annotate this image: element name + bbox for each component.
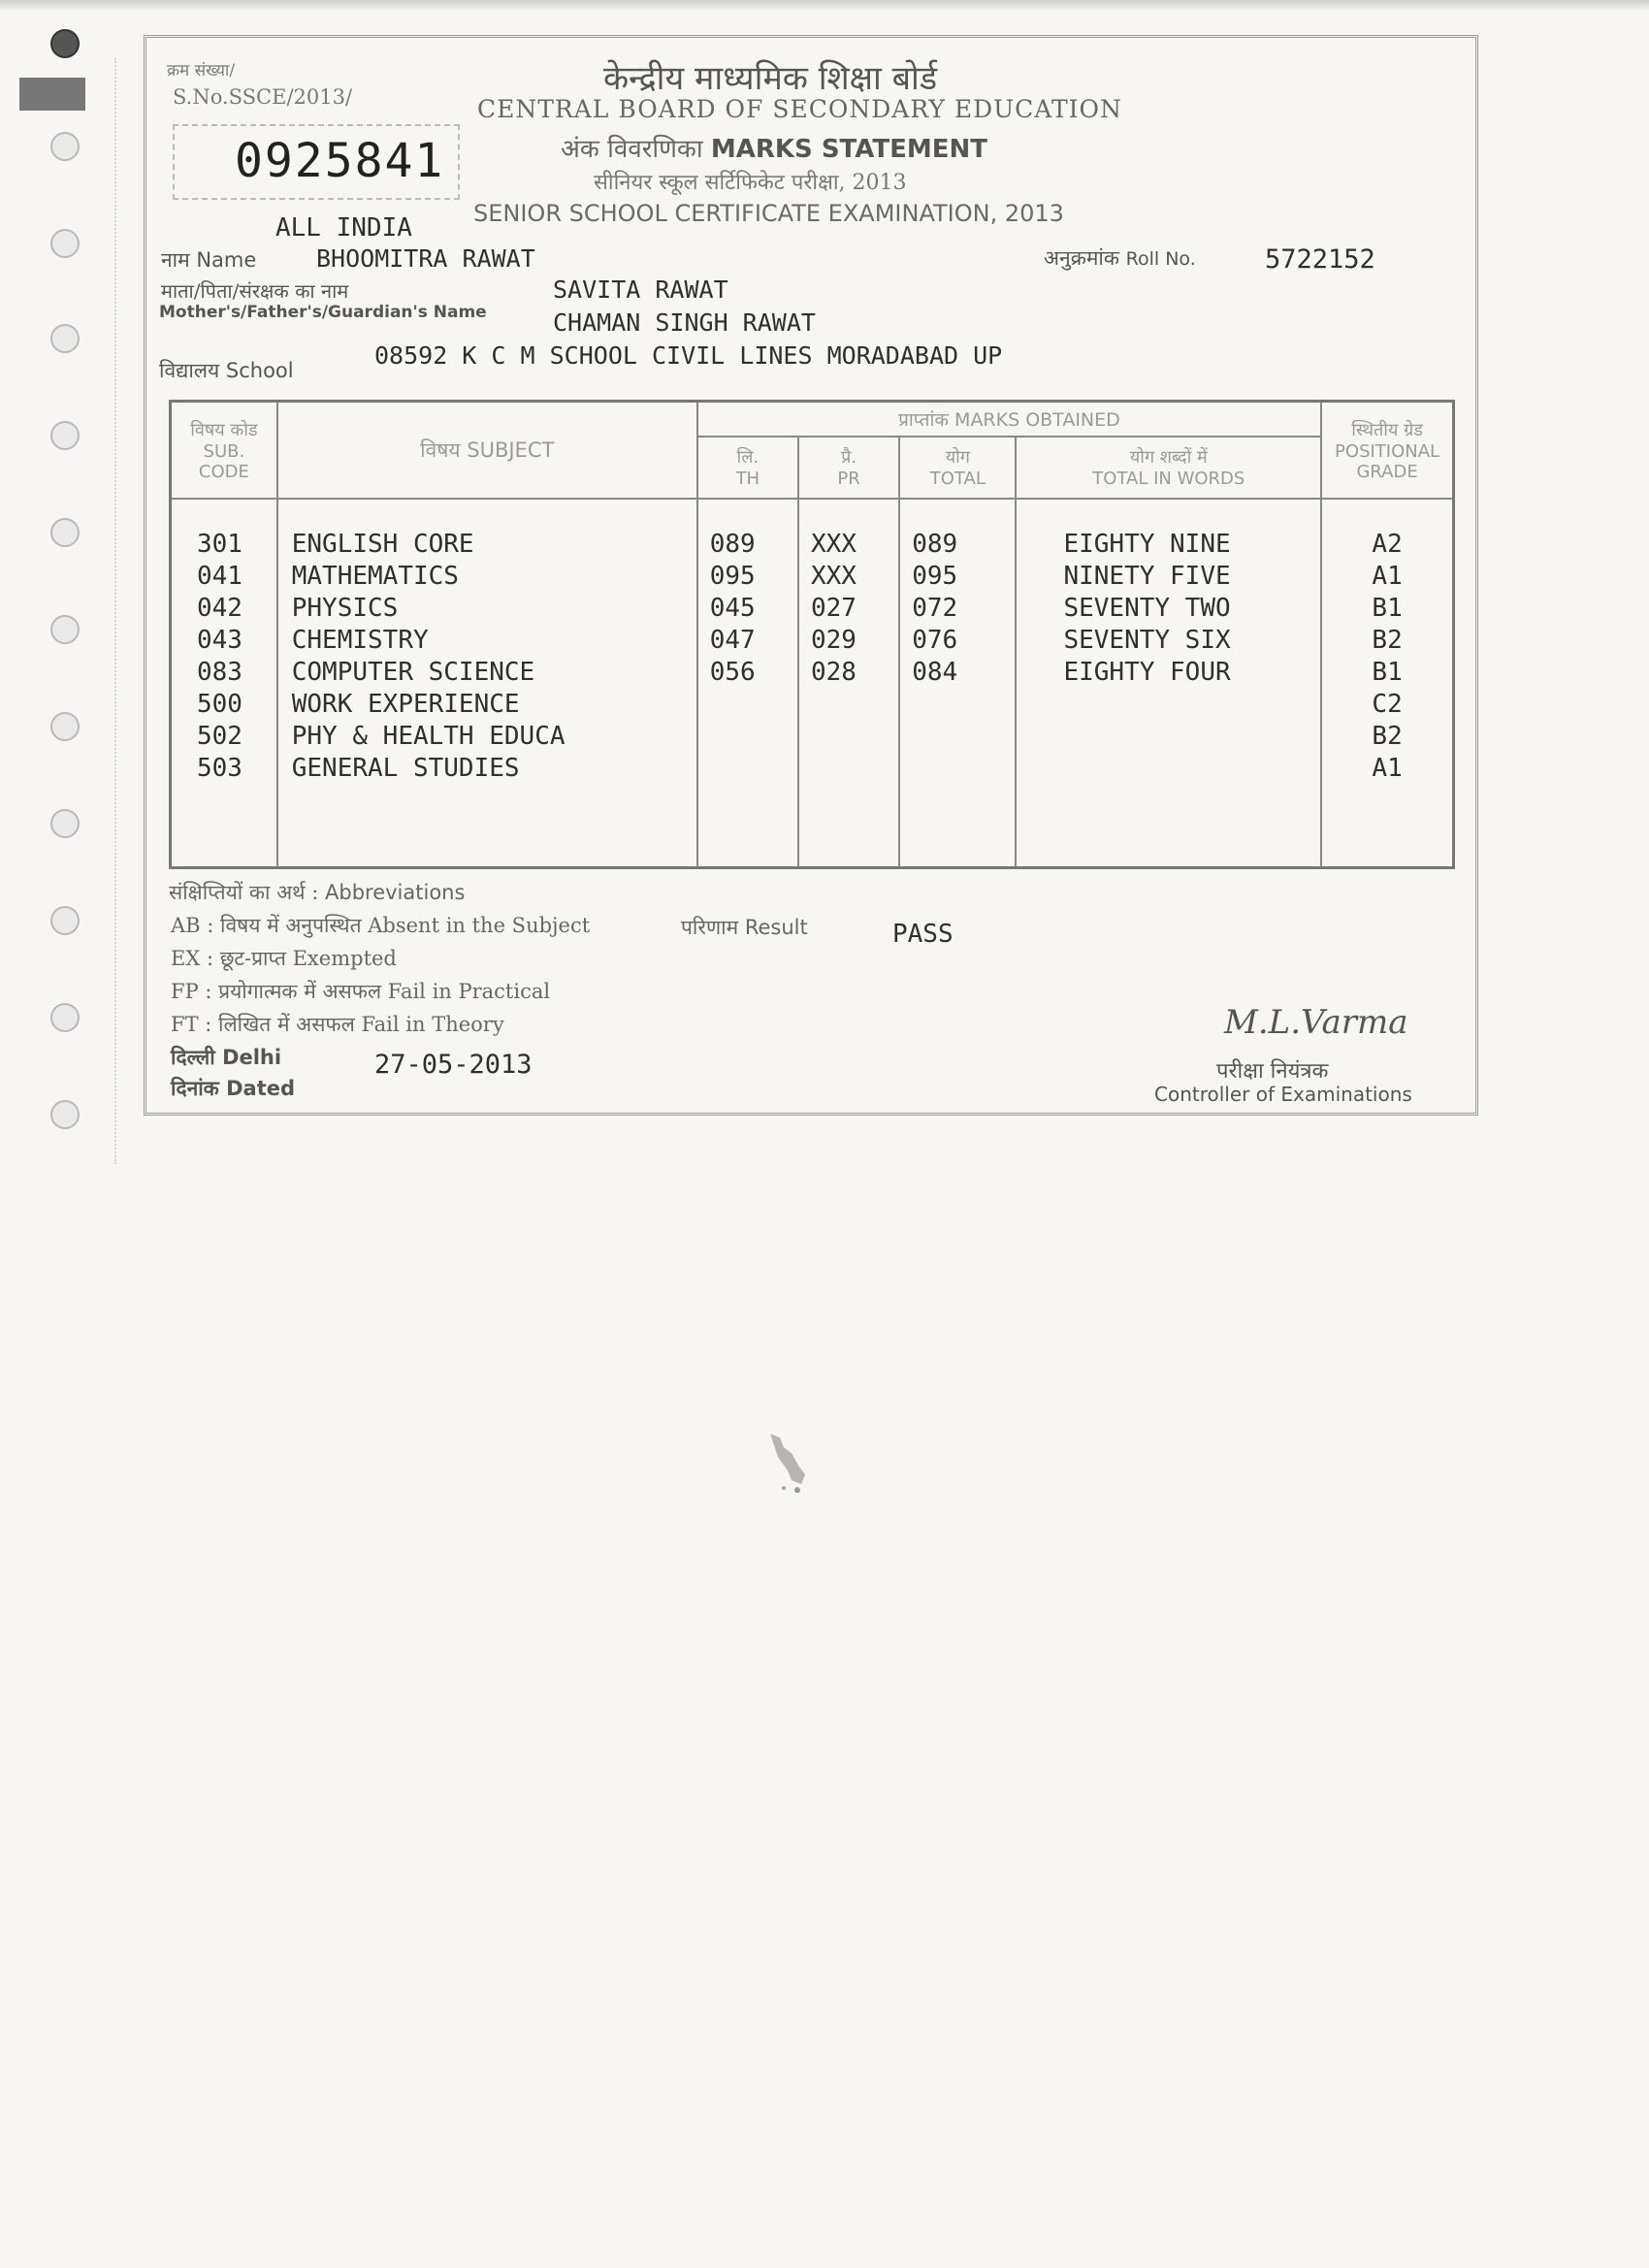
table-cell-subject: PHYSICS <box>291 593 399 623</box>
punch-hole <box>50 29 80 58</box>
table-cell-th: 045 <box>709 593 756 623</box>
punch-hole <box>50 906 80 935</box>
statement-en: MARKS STATEMENT <box>710 135 988 164</box>
candidate-name: BHOOMITRA RAWAT <box>316 244 535 273</box>
roll-number: 5722152 <box>1265 244 1375 275</box>
table-cell-subject: COMPUTER SCIENCE <box>291 657 535 687</box>
grades-column <box>1321 499 1453 868</box>
roll-label <box>1044 244 1196 272</box>
table-cell-grade: C2 <box>1372 689 1403 719</box>
table-cell-words: EIGHTY NINE <box>1063 529 1231 559</box>
subjects-column <box>277 499 697 868</box>
table-cell-pr: 029 <box>810 625 857 655</box>
table-cell-pr: 028 <box>810 657 857 687</box>
name-label-en: Name <box>196 248 257 272</box>
punch-hole <box>50 132 80 161</box>
table-cell-total: 072 <box>912 593 958 623</box>
father-name: CHAMAN SINGH RAWAT <box>553 308 816 337</box>
school-label <box>159 357 294 384</box>
marks-statement-title <box>561 130 987 165</box>
controller-title-en: Controller of Examinations <box>1154 1083 1412 1106</box>
table-cell-grade: A2 <box>1372 529 1403 559</box>
header-pr-hi: प्रै. <box>841 447 857 468</box>
place-hi: दिल्ली <box>171 1045 215 1069</box>
header-grade-en1: POSITIONAL <box>1335 440 1440 462</box>
header-total-in-words <box>1016 437 1321 499</box>
abbr-title-en: Abbreviations <box>325 881 466 904</box>
header-total-en: TOTAL <box>929 469 986 489</box>
parents-label-en: Mother's/Father's/Guardian's Name <box>159 303 487 322</box>
roll-label-hi: अनुक्रमांक <box>1044 246 1119 270</box>
table-cell-code: 043 <box>197 625 242 655</box>
table-cell-pr: XXX <box>810 561 857 591</box>
table-cell-code: 502 <box>197 721 242 751</box>
header-th <box>697 437 798 499</box>
serial-label-hi: क्रम संख्या/ <box>167 61 236 81</box>
header-pr <box>798 437 899 499</box>
board-name-hi: केन्द्रीय माध्यमिक शिक्षा बोर्ड <box>603 59 938 98</box>
header-th-hi: लि. <box>736 447 760 468</box>
result-label-hi: परिणाम <box>681 916 739 939</box>
perforation-line <box>114 58 116 1164</box>
table-cell-total: 095 <box>912 561 958 591</box>
dated-hi: दिनांक <box>171 1076 219 1100</box>
total-column <box>899 499 1016 868</box>
header-positional-grade <box>1321 402 1453 499</box>
punch-hole <box>50 809 80 838</box>
abbr-fail-practical: FP : प्रयोगात्मक में असफल Fail in Practical <box>171 980 551 1003</box>
words-column <box>1016 499 1321 868</box>
table-cell-words: EIGHTY FOUR <box>1063 657 1231 687</box>
header-th-en: TH <box>735 469 760 489</box>
header-subject: विषय SUBJECT <box>277 402 697 499</box>
punch-holes <box>39 29 87 1145</box>
table-cell-code: 083 <box>197 657 242 687</box>
table-cell-subject: WORK EXPERIENCE <box>291 689 520 719</box>
issue-date: 27-05-2013 <box>374 1050 533 1080</box>
abbreviations-title <box>169 879 465 906</box>
page-top-edge <box>0 0 1649 12</box>
table-cell-th: 056 <box>709 657 756 687</box>
header-grade-en2: GRADE <box>1356 461 1418 482</box>
table-cell-subject: MATHEMATICS <box>291 561 459 591</box>
table-cell-grade: A1 <box>1372 561 1403 591</box>
table-cell-grade: B2 <box>1372 721 1403 751</box>
abbr-title-hi: संक्षिप्तियों का अर्थ : <box>169 881 319 904</box>
table-cell-words: SEVENTY TWO <box>1063 593 1231 623</box>
table-cell-total: 089 <box>912 529 958 559</box>
exam-title-hi: सीनियर स्कूल सर्टिफिकेट परीक्षा, 2013 <box>594 171 907 195</box>
table-cell-th: 089 <box>709 529 756 559</box>
table-cell-code: 301 <box>197 529 242 559</box>
codes-column <box>171 499 277 868</box>
serial-label-en: S.No.SSCE/2013/ <box>173 85 353 109</box>
controller-title-hi: परीक्षा नियंत्रक <box>1216 1059 1329 1084</box>
table-cell-grade: B2 <box>1372 625 1403 655</box>
name-label <box>161 246 256 274</box>
table-cell-code: 503 <box>197 753 242 783</box>
result-label <box>681 914 808 941</box>
punch-hole <box>50 712 80 741</box>
punch-hole <box>50 1100 80 1129</box>
header-words-en: TOTAL IN WORDS <box>1092 469 1245 489</box>
punch-hole <box>50 229 80 258</box>
table-cell-grade: A1 <box>1372 753 1403 783</box>
table-cell-total: 084 <box>912 657 958 687</box>
binding-tab <box>19 78 85 111</box>
theory-column <box>697 499 798 868</box>
header-total <box>899 437 1016 499</box>
header-marks-obtained: प्राप्तांक MARKS OBTAINED <box>697 402 1321 437</box>
board-name-en: CENTRAL BOARD OF SECONDARY EDUCATION <box>477 95 1122 123</box>
abbr-fail-theory: FT : लिखित में असफल Fail in Theory <box>171 1013 504 1036</box>
marks-table <box>169 400 1455 869</box>
header-pr-en: PR <box>837 469 860 489</box>
serial-number: 0925841 <box>235 134 445 188</box>
name-label-hi: नाम <box>161 248 190 272</box>
place-label <box>171 1044 281 1071</box>
table-cell-words: NINETY FIVE <box>1063 561 1231 591</box>
table-cell-pr: XXX <box>810 529 857 559</box>
dated-en: Dated <box>226 1077 296 1100</box>
header-code-en1: SUB. <box>203 440 245 462</box>
header-words-hi: योग शब्दों में <box>1129 447 1208 468</box>
statement-hi: अंक विवरणिका <box>561 135 703 164</box>
punch-hole <box>50 1003 80 1032</box>
table-cell-th: 095 <box>709 561 756 591</box>
table-cell-total: 076 <box>912 625 958 655</box>
result-value: PASS <box>892 920 954 949</box>
punch-hole <box>50 421 80 450</box>
controller-signature: M.L.Varma <box>1224 1003 1408 1042</box>
header-code-en2: CODE <box>198 461 249 482</box>
table-cell-subject: PHY & HEALTH EDUCA <box>291 721 566 751</box>
dated-label <box>171 1075 295 1102</box>
table-cell-subject: CHEMISTRY <box>291 625 429 655</box>
header-total-hi: योग <box>945 447 970 468</box>
roll-label-en: Roll No. <box>1125 248 1196 270</box>
punch-hole <box>50 615 80 644</box>
table-cell-words: SEVENTY SIX <box>1063 625 1231 655</box>
result-label-en: Result <box>744 916 808 939</box>
punch-hole <box>50 518 80 547</box>
ink-smudge <box>762 1428 821 1500</box>
punch-hole <box>50 324 80 353</box>
header-sub-code <box>171 402 277 499</box>
exam-title-en: SENIOR SCHOOL CERTIFICATE EXAMINATION, 2013 <box>473 200 1064 227</box>
table-cell-code: 042 <box>197 593 242 623</box>
table-cell-grade: B1 <box>1372 657 1403 687</box>
mother-name: SAVITA RAWAT <box>553 275 728 304</box>
school-label-hi: विद्यालय <box>159 359 220 382</box>
place-en: Delhi <box>222 1046 282 1069</box>
school-label-en: School <box>225 359 294 382</box>
table-cell-code: 500 <box>197 689 242 719</box>
all-india-label: ALL INDIA <box>275 213 412 243</box>
table-cell-code: 041 <box>197 561 242 591</box>
table-cell-th: 047 <box>709 625 756 655</box>
header-grade-hi: स्थितीय ग्रेड <box>1351 419 1423 440</box>
school-name: 08592 K C M SCHOOL CIVIL LINES MORADABAD UP <box>374 341 1003 370</box>
abbr-exempted: EX : छूट-प्राप्त Exempted <box>171 947 397 970</box>
table-cell-subject: ENGLISH CORE <box>291 529 474 559</box>
table-cell-subject: GENERAL STUDIES <box>291 753 520 783</box>
parents-label-hi: माता/पिता/संरक्षक का नाम <box>161 279 349 303</box>
practical-column <box>798 499 899 868</box>
abbr-absent: AB : विषय में अनुपस्थित Absent in the Subject <box>171 914 591 937</box>
table-cell-grade: B1 <box>1372 593 1403 623</box>
table-cell-pr: 027 <box>810 593 857 623</box>
header-code-hi: विषय कोड <box>190 419 258 440</box>
